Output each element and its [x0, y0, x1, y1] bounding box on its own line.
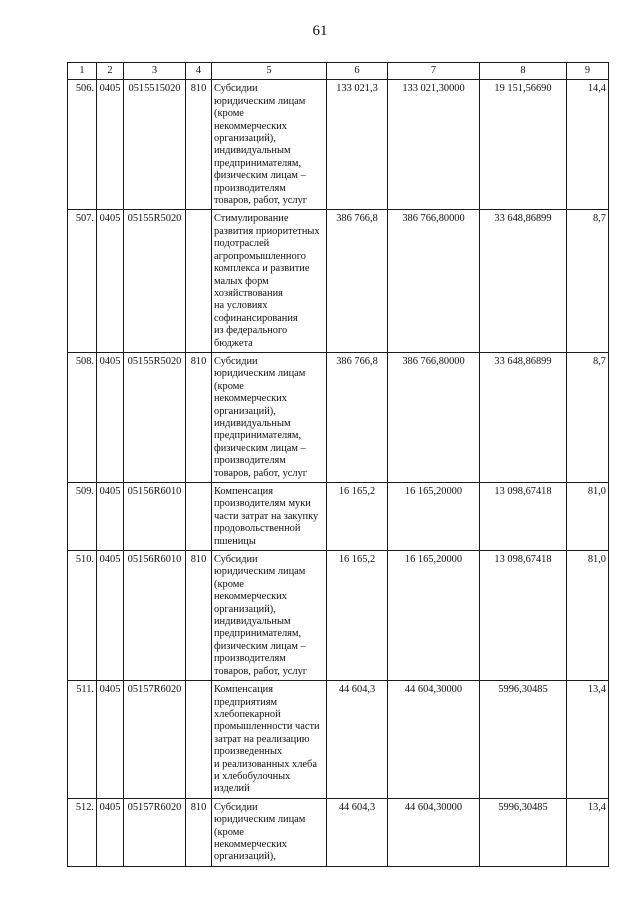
value-col8: 33 648,86899 [480, 210, 567, 352]
column-header: 2 [97, 63, 124, 80]
description-line: Субсидии [214, 83, 258, 95]
section-code: 0405 [97, 798, 124, 866]
description [212, 352, 327, 482]
description-line: (кроме [214, 108, 244, 120]
description-line: Компенсация [214, 684, 273, 696]
description-line: предпринимателям, [214, 430, 302, 442]
target-code: 05157R6020 [124, 681, 186, 799]
description-line: (кроме [214, 826, 244, 838]
column-header: 3 [124, 63, 186, 80]
description-line: предпринимателям, [214, 628, 302, 640]
value-col6: 386 766,8 [327, 210, 388, 352]
table-row [68, 483, 609, 551]
percent-col9: 8,7 [567, 210, 609, 352]
table-header-row [68, 63, 609, 80]
section-code: 0405 [97, 551, 124, 681]
column-header: 1 [68, 63, 97, 80]
description-line: юридическим лицам [214, 95, 306, 107]
description-line: бюджета [214, 337, 253, 349]
description-line: физическим лицам – [214, 640, 306, 652]
value-col8: 19 151,56690 [480, 80, 567, 210]
description-line: некоммерческих [214, 838, 287, 850]
description-line: софинансирования [214, 312, 298, 324]
description-line: товаров, работ, услуг [214, 195, 308, 207]
row-number: 508. [68, 352, 97, 482]
percent-col9: 13,4 [567, 681, 609, 799]
row-number: 512. [68, 798, 97, 866]
table-row [68, 798, 609, 866]
column-header: 5 [212, 63, 327, 80]
table-row [68, 80, 609, 210]
description-line: товаров, работ, услуг [214, 467, 308, 479]
description-line: и хлебобулочных [214, 770, 291, 782]
section-code: 0405 [97, 210, 124, 352]
expense-type [186, 681, 212, 799]
description-line: Субсидии [214, 801, 258, 813]
budget-table [67, 62, 609, 867]
section-code: 0405 [97, 483, 124, 551]
column-header: 6 [327, 63, 388, 80]
table-row [68, 681, 609, 799]
description-line: Стимулирование [214, 213, 289, 225]
description-line: части затрат на закупку [214, 510, 319, 522]
description-line: индивидуальным [214, 417, 291, 429]
row-number: 510. [68, 551, 97, 681]
description-line: физическим лицам – [214, 442, 306, 454]
section-code: 0405 [97, 681, 124, 799]
table-row [68, 551, 609, 681]
description-line: товаров, работ, услуг [214, 665, 308, 677]
description-line: агропромышленного [214, 250, 306, 262]
description-line: пшеницы [214, 535, 256, 547]
description-line: произведенных [214, 746, 283, 758]
description-line: Субсидии [214, 554, 258, 566]
row-number: 506. [68, 80, 97, 210]
value-col6: 386 766,8 [327, 352, 388, 482]
column-header: 9 [567, 63, 609, 80]
description-line: (кроме [214, 578, 244, 590]
table-body [68, 80, 609, 866]
description-line: юридическим лицам [214, 566, 306, 578]
column-header: 4 [186, 63, 212, 80]
description-line: организаций), [214, 851, 276, 863]
percent-col9: 81,0 [567, 551, 609, 681]
expense-type: 810 [186, 352, 212, 482]
description-line: и реализованных хлеба [214, 758, 317, 770]
target-code: 05156R6010 [124, 551, 186, 681]
description-line: хозяйствования [214, 287, 283, 299]
description-line: организаций), [214, 603, 276, 615]
description-line: комплекса и развитие [214, 263, 310, 275]
row-number: 509. [68, 483, 97, 551]
column-header: 8 [480, 63, 567, 80]
value-col8: 13 098,67418 [480, 551, 567, 681]
description-line: организаций), [214, 133, 276, 145]
value-col6: 44 604,3 [327, 681, 388, 799]
description-line: производителям [214, 455, 286, 467]
expense-type [186, 210, 212, 352]
description [212, 798, 327, 866]
description-line: затрат на реализацию [214, 733, 310, 745]
section-code: 0405 [97, 352, 124, 482]
value-col7: 386 766,80000 [388, 210, 480, 352]
expense-type: 810 [186, 80, 212, 210]
description-line: Субсидии [214, 355, 258, 367]
value-col6: 16 165,2 [327, 483, 388, 551]
description-line: Компенсация [214, 486, 273, 497]
description-line: юридическим лицам [214, 368, 306, 380]
description-line: предприятиям [214, 696, 278, 708]
section-code: 0405 [97, 80, 124, 210]
value-col7: 16 165,20000 [388, 551, 480, 681]
description [212, 551, 327, 681]
description-line: (кроме [214, 380, 244, 392]
description-line: физическим лицам – [214, 170, 306, 182]
column-header: 7 [388, 63, 480, 80]
description-line: индивидуальным [214, 145, 291, 157]
description-line: некоммерческих [214, 393, 287, 405]
target-code: 0515515020 [124, 80, 186, 210]
description-line: производителям [214, 182, 286, 194]
percent-col9: 81,0 [567, 483, 609, 551]
expense-type [186, 483, 212, 551]
description-line: продовольственной [214, 523, 301, 535]
description-line: изделий [214, 783, 250, 795]
description-line: организаций), [214, 405, 276, 417]
description [212, 210, 327, 352]
description-line: предпринимателям, [214, 157, 302, 169]
target-code: 05155R5020 [124, 352, 186, 482]
value-col7: 386 766,80000 [388, 352, 480, 482]
value-col8: 33 648,86899 [480, 352, 567, 482]
table-row [68, 210, 609, 352]
value-col6: 16 165,2 [327, 551, 388, 681]
target-code: 05157R6020 [124, 798, 186, 866]
value-col7: 44 604,30000 [388, 798, 480, 866]
value-col7: 133 021,30000 [388, 80, 480, 210]
value-col8: 13 098,67418 [480, 483, 567, 551]
value-col7: 44 604,30000 [388, 681, 480, 799]
description-line: индивидуальным [214, 616, 291, 628]
description-line: из федерального [214, 325, 288, 337]
description-line: промышленности части [214, 721, 320, 733]
description-line: производителям муки [214, 498, 311, 510]
description-line: малых форм [214, 275, 269, 287]
value-col8: 5996,30485 [480, 798, 567, 866]
description-line: развития приоритетных [214, 225, 320, 237]
value-col6: 133 021,3 [327, 80, 388, 210]
description-line: производителям [214, 653, 286, 665]
description-line: некоммерческих [214, 120, 287, 132]
target-code: 05155R5020 [124, 210, 186, 352]
percent-col9: 14,4 [567, 80, 609, 210]
description-line: подотраслей [214, 238, 270, 250]
expense-type: 810 [186, 798, 212, 866]
value-col6: 44 604,3 [327, 798, 388, 866]
description [212, 80, 327, 210]
row-number: 507. [68, 210, 97, 352]
expense-type: 810 [186, 551, 212, 681]
percent-col9: 8,7 [567, 352, 609, 482]
description-line: некоммерческих [214, 591, 287, 603]
description [212, 483, 327, 551]
percent-col9: 13,4 [567, 798, 609, 866]
target-code: 05156R6010 [124, 483, 186, 551]
description [212, 681, 327, 799]
page-number: 61 [312, 23, 328, 39]
description-line: на условиях [214, 300, 268, 312]
description-line: хлебопекарной [214, 708, 281, 720]
row-number: 511. [68, 681, 97, 799]
description-line: юридическим лицам [214, 814, 306, 826]
table-row [68, 352, 609, 482]
value-col7: 16 165,20000 [388, 483, 480, 551]
value-col8: 5996,30485 [480, 681, 567, 799]
